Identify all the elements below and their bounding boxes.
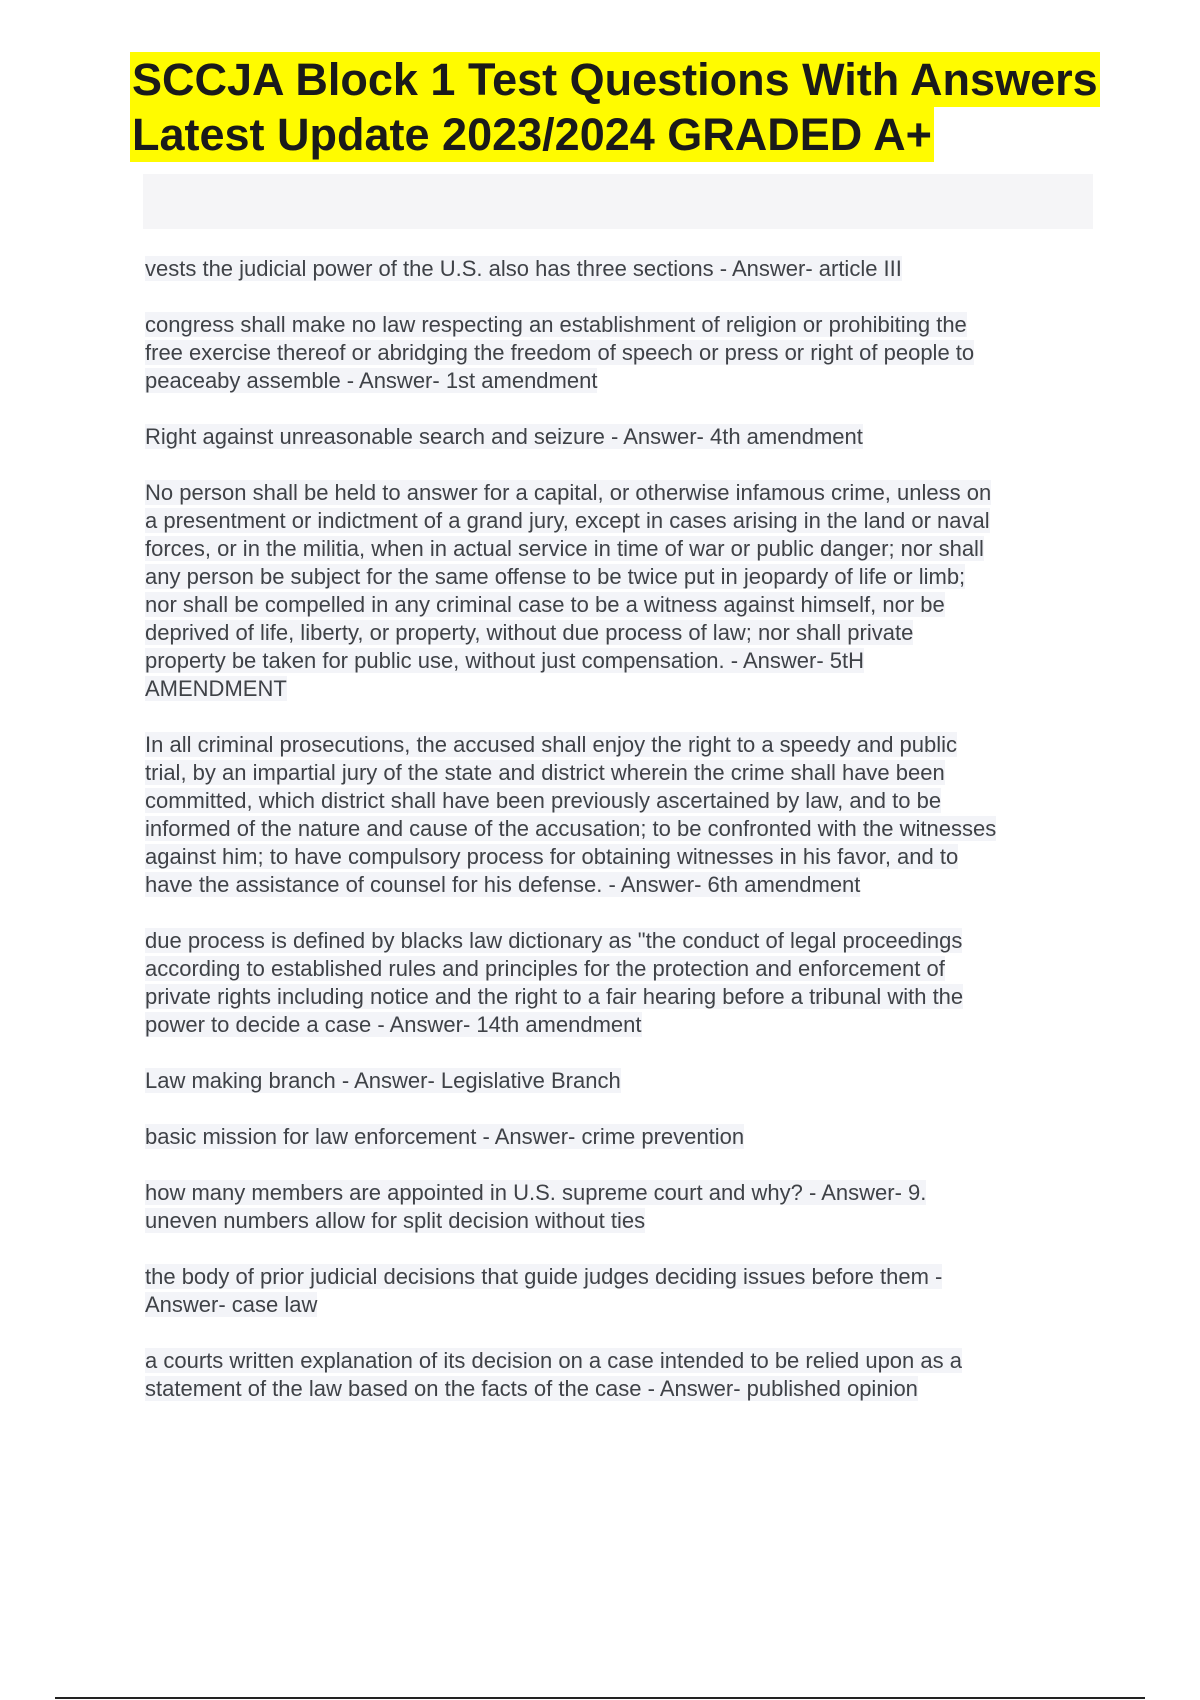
qa-list: [145, 255, 1095, 1431]
qa-text: a courts written explanation of its decision on a case intended to be relied upon as a statement of the law based on the facts of the case - Answer- published opinion: [145, 1348, 962, 1401]
qa-text: basic mission for law enforcement - Answer- crime prevention: [145, 1124, 745, 1149]
qa-item: [145, 1067, 1095, 1095]
title-line-1: SCCJA Block 1 Test Questions With Answers: [132, 54, 1098, 105]
document-title: [130, 52, 1170, 162]
qa-item: [145, 927, 1095, 1039]
qa-text: due process is defined by blacks law dictionary as "the conduct of legal proceedings according to established rules and principles for the protection and enforcement of private rights including notice and the right to a fair hearing before a tribunal with the power to decide a case - Answer- 14th amendment: [145, 928, 964, 1037]
qa-item: [145, 423, 1095, 451]
header-band: [143, 174, 1093, 229]
qa-text: congress shall make no law respecting an establishment of religion or prohibiting the free exercise thereof or abridging the freedom of speech or press or right of people to peaceaby assemble - Answer- 1st amendment: [145, 312, 975, 393]
qa-text: No person shall be held to answer for a capital, or otherwise infamous crime, unless on a presentment or indictment of a grand jury, except in cases arising in the land or naval forces, or in the militia, when in actual service in time of war or public danger; nor shall any person be subject for the same offense to be twice put in jeopardy of life or limb; nor shall be compelled in any criminal case to be a witness against himself, nor be deprived of life, liberty, or property, without due process of law; nor shall private property be taken for public use, without just compensation. - Answer- 5tH AMENDMENT: [145, 480, 992, 701]
qa-item: [145, 255, 1095, 283]
qa-item: [145, 479, 1095, 703]
qa-item: [145, 311, 1095, 395]
bottom-rule: [55, 1697, 1145, 1699]
qa-text: the body of prior judicial decisions that guide judges deciding issues before them - Answer- case law: [145, 1264, 943, 1317]
qa-text: In all criminal prosecutions, the accused shall enjoy the right to a speedy and public trial, by an impartial jury of the state and district wherein the crime shall have been committed, which district shall have been previously ascertained by law, and to be informed of the nature and cause of the accusation; to be confronted with the witnesses against him; to have compulsory process for obtaining witnesses in his favor, and to have the assistance of counsel for his defense. - Answer- 6th amendment: [145, 732, 997, 897]
qa-text: Law making branch - Answer- Legislative Branch: [145, 1068, 621, 1093]
qa-text: how many members are appointed in U.S. supreme court and why? - Answer- 9. uneven numbers allow for split decision without ties: [145, 1180, 927, 1233]
qa-item: [145, 731, 1095, 899]
qa-item: [145, 1263, 1095, 1319]
qa-item: [145, 1123, 1095, 1151]
qa-item: [145, 1179, 1095, 1235]
title-line-2: Latest Update 2023/2024 GRADED A+: [132, 109, 932, 160]
qa-text: vests the judicial power of the U.S. also has three sections - Answer- article III: [145, 256, 902, 281]
qa-item: [145, 1347, 1095, 1403]
qa-text: Right against unreasonable search and seizure - Answer- 4th amendment: [145, 424, 863, 449]
